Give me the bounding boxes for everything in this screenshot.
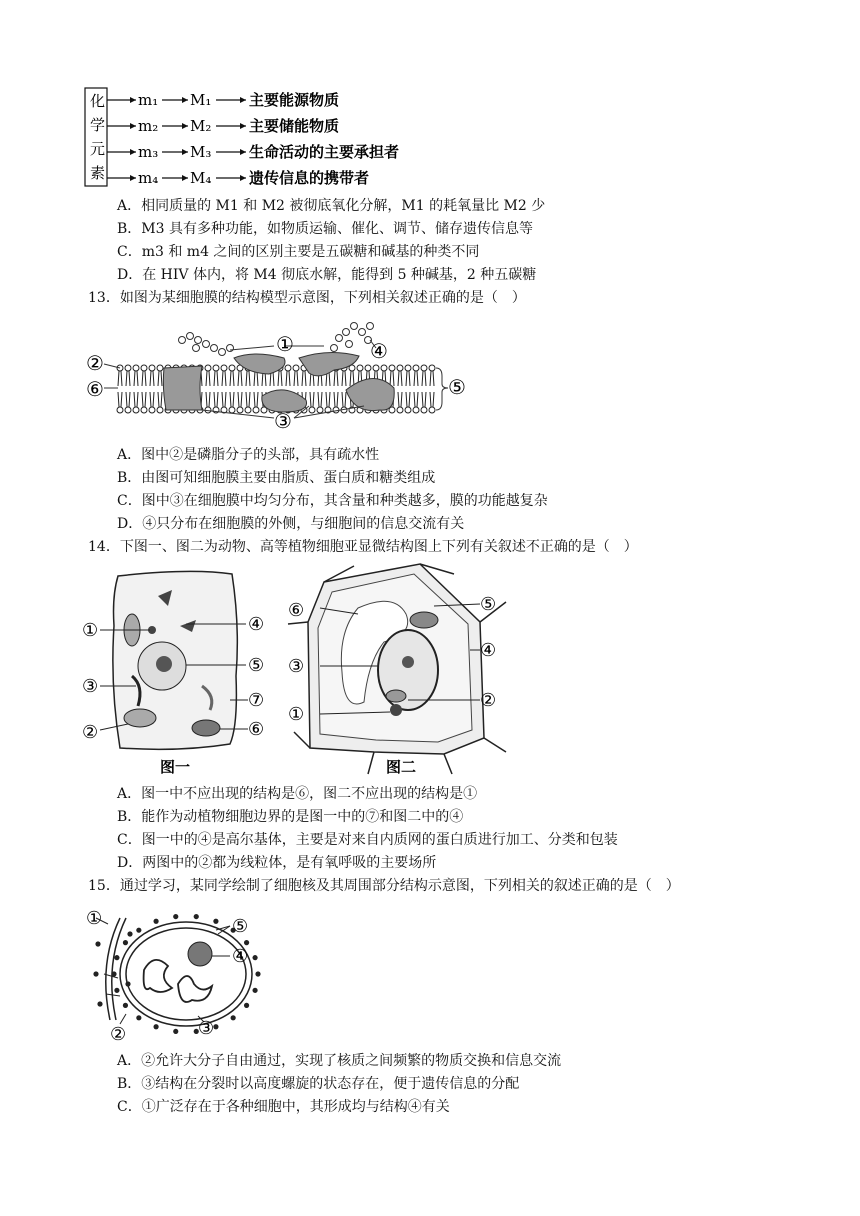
- phospholipid-head: [133, 407, 139, 413]
- element-char: 化: [90, 92, 106, 110]
- q12-option-a: A．相同质量的 M1 和 M2 被彻底氧化分解，M1 的耗氧量比 M2 少: [117, 198, 546, 214]
- phospholipid-head: [405, 365, 411, 371]
- svg-text:④: [232, 946, 248, 967]
- phospholipid-tail: [150, 392, 154, 407]
- phospholipid-head: [141, 365, 147, 371]
- phospholipid-tail: [430, 392, 434, 407]
- ribosome-dot: [153, 1024, 158, 1029]
- phospholipid-head: [293, 365, 299, 371]
- flow-arrow-head: [130, 175, 136, 181]
- nucleus-label-1: ①: [86, 908, 103, 929]
- svg-text:④: [480, 640, 496, 661]
- q15-option-a: A．②允许大分子自由通过，实现了核质之间频繁的物质交换和信息交流: [117, 1053, 562, 1069]
- fig1-label-2: ②: [82, 722, 99, 743]
- ribosome-dot: [213, 919, 218, 924]
- function-label: 主要储能物质: [249, 117, 340, 135]
- membrane-label-5: ⑤: [448, 375, 466, 399]
- svg-text:⑤: [480, 594, 496, 615]
- ribosome-dot: [244, 940, 249, 945]
- polymer-label: M₂: [190, 117, 212, 135]
- polymer-label: M₄: [190, 169, 212, 187]
- ribosome-dot: [255, 971, 260, 976]
- phospholipid-tail: [214, 392, 218, 407]
- svg-text:②: [86, 351, 104, 375]
- phospholipid-head: [397, 365, 403, 371]
- phospholipid-head: [237, 407, 243, 413]
- fig1-label-1: ①: [82, 620, 99, 641]
- ribosome-dot: [153, 919, 158, 924]
- q15-option-c: C．①广泛存在于各种细胞中，其形成均与结构④有关: [117, 1099, 450, 1115]
- phospholipid-head: [229, 365, 235, 371]
- phospholipid-head: [429, 407, 435, 413]
- flow-arrow-head: [240, 149, 246, 155]
- monomer-label: m₃: [138, 143, 159, 161]
- q13-stem: 13．如图为某细胞膜的结构模型示意图，下列相关叙述正确的是（ ）: [88, 290, 526, 306]
- phospholipid-tail: [126, 371, 130, 386]
- phospholipid-tail: [222, 392, 226, 407]
- phospholipid-head: [317, 407, 323, 413]
- phospholipid-head: [157, 407, 163, 413]
- nucleus-label-2: ②: [110, 1024, 127, 1045]
- monomer-label: m₁: [138, 91, 159, 109]
- fig2-label-1: ①: [288, 704, 305, 725]
- flow-arrow-head: [182, 175, 188, 181]
- fig1-label-5: ⑤: [248, 655, 265, 676]
- phospholipid-head: [205, 365, 211, 371]
- ribosome-dot: [244, 1003, 249, 1008]
- membrane-label-3: ③: [274, 409, 292, 433]
- svg-text:⑦: [248, 690, 264, 711]
- flow-arrow-head: [130, 149, 136, 155]
- animal-cell-diagram: [80, 566, 280, 778]
- phospholipid-tail: [422, 392, 426, 407]
- phospholipid-head: [125, 365, 131, 371]
- q14-option-a: A．图一中不应出现的结构是⑥，图二不应出现的结构是①: [117, 786, 478, 802]
- nucleus-label-3: ③: [198, 1018, 215, 1039]
- fig2-label-3: ③: [288, 656, 305, 677]
- phospholipid-tail: [238, 392, 242, 407]
- phospholipid-tail: [158, 392, 162, 407]
- svg-text:④: [370, 339, 388, 363]
- ribosome-dot: [114, 955, 119, 960]
- svg-text:③: [288, 656, 304, 677]
- q15-option-b: B．③结构在分裂时以高度螺旋的状态存在，便于遗传信息的分配: [117, 1076, 520, 1092]
- phospholipid-tail: [422, 371, 426, 386]
- phospholipid-head: [221, 365, 227, 371]
- q14-stem: 14．下图一、图二为动物、高等植物细胞亚显微结构图上下列有关叙述不正确的是（ ）: [88, 539, 638, 555]
- phospholipid-head: [429, 365, 435, 371]
- phospholipid-tail: [150, 371, 154, 386]
- ribosome-dot: [114, 988, 119, 993]
- phospholipid-head: [117, 407, 123, 413]
- ribosome-dot: [125, 981, 130, 986]
- phospholipid-tail: [318, 392, 322, 407]
- phospholipid-head: [149, 365, 155, 371]
- svg-text:⑥: [288, 600, 304, 621]
- q12-option-b: B．M3 具有多种功能，如物质运输、催化、调节、储存遗传信息等: [117, 221, 533, 237]
- ribosome-dot: [252, 988, 257, 993]
- membrane-label-4: ④: [370, 339, 388, 363]
- phospholipid-tail: [118, 371, 122, 386]
- phospholipid-head: [253, 407, 259, 413]
- phospholipid-head: [413, 407, 419, 413]
- svg-text:②: [82, 722, 98, 743]
- plant-cell-diagram: [284, 562, 514, 778]
- flow-arrow-head: [182, 123, 188, 129]
- ribosome-dot: [194, 914, 199, 919]
- flow-arrow-head: [240, 175, 246, 181]
- svg-text:图一: [160, 758, 190, 776]
- nucleus-label-5: ⑤: [232, 916, 249, 937]
- flow-arrow-head: [240, 123, 246, 129]
- ribosome-dot: [173, 1029, 178, 1034]
- phospholipid-tail: [342, 371, 346, 386]
- membrane-label-1: ①: [276, 332, 294, 356]
- element-char: 素: [90, 164, 106, 182]
- phospholipid-tail: [134, 371, 138, 386]
- fig2-caption: 图二: [386, 758, 417, 776]
- monomer-label: m₂: [138, 117, 159, 135]
- q14-option-b: B．能作为动植物细胞边界的是图一中的⑦和图二中的④: [117, 809, 464, 825]
- polymer-label: M₃: [190, 143, 212, 161]
- phospholipid-tail: [294, 371, 298, 386]
- function-label: 生命活动的主要承担者: [249, 143, 400, 161]
- svg-text:①: [86, 908, 102, 929]
- phospholipid-tail: [230, 392, 234, 407]
- phospholipid-tail: [134, 392, 138, 407]
- ribosome-dot: [97, 1001, 102, 1006]
- phospholipid-tail: [398, 371, 402, 386]
- ribosome-dot: [111, 971, 116, 976]
- phospholipid-tail: [430, 371, 434, 386]
- phospholipid-tail: [326, 392, 330, 407]
- fig2-label-6: ⑥: [288, 600, 305, 621]
- svg-text:素: [90, 164, 105, 182]
- ribosome-dot: [93, 971, 98, 976]
- phospholipid-tail: [310, 392, 314, 407]
- phospholipid-head: [413, 365, 419, 371]
- svg-text:⑤: [248, 655, 264, 676]
- phospholipid-tail: [278, 371, 282, 386]
- phospholipid-head: [365, 365, 371, 371]
- function-label: 遗传信息的携带者: [249, 169, 370, 187]
- phospholipid-tail: [158, 371, 162, 386]
- svg-text:②: [110, 1024, 126, 1045]
- ribosome-dot: [95, 941, 100, 946]
- svg-text:④: [248, 614, 264, 635]
- phospholipid-tail: [342, 392, 346, 407]
- ribosome-dot: [231, 1015, 236, 1020]
- phospholipid-tail: [230, 371, 234, 386]
- svg-text:①: [82, 620, 98, 641]
- svg-text:⑥: [86, 377, 104, 401]
- phospholipid-tail: [254, 371, 258, 386]
- q14-option-d: D．两图中的②都为线粒体，是有氧呼吸的主要场所: [117, 855, 437, 871]
- phospholipid-head: [125, 407, 131, 413]
- fig2-label-5: ⑤: [480, 594, 497, 615]
- phospholipid-tail: [206, 371, 210, 386]
- ribosome-dot: [136, 928, 141, 933]
- svg-text:化: [90, 92, 105, 110]
- function-label: 主要能源物质: [249, 91, 340, 109]
- svg-text:③: [82, 676, 98, 697]
- phospholipid-tail: [406, 371, 410, 386]
- phospholipid-head: [397, 407, 403, 413]
- phospholipid-head: [389, 365, 395, 371]
- ribosome-dot: [123, 1003, 128, 1008]
- svg-text:图二: [386, 758, 416, 776]
- phospholipid-tail: [406, 392, 410, 407]
- q12-option-c: C．m3 和 m4 之间的区别主要是五碳糖和碱基的种类不同: [117, 244, 480, 260]
- phospholipid-tail: [254, 392, 258, 407]
- phospholipid-tail: [414, 392, 418, 407]
- fig1-label-6: ⑥: [248, 719, 265, 740]
- phospholipid-head: [133, 365, 139, 371]
- svg-text:③: [198, 1018, 214, 1039]
- phospholipid-head: [141, 407, 147, 413]
- phospholipid-head: [229, 407, 235, 413]
- svg-text:①: [276, 332, 294, 356]
- fig2-label-4: ④: [480, 640, 497, 661]
- svg-text:③: [274, 409, 292, 433]
- ribosome-dot: [127, 931, 132, 936]
- svg-text:⑤: [448, 375, 466, 399]
- phospholipid-head: [245, 407, 251, 413]
- svg-text:②: [480, 690, 496, 711]
- svg-text:①: [288, 704, 304, 725]
- phospholipid-tail: [142, 371, 146, 386]
- q13-option-d: D．④只分布在细胞膜的外侧，与细胞间的信息交流有关: [117, 516, 465, 532]
- phospholipid-tail: [246, 371, 250, 386]
- q13-option-a: A．图中②是磷脂分子的头部，具有疏水性: [117, 447, 380, 463]
- flow-arrow-head: [182, 149, 188, 155]
- phospholipid-head: [157, 365, 163, 371]
- nucleus-diagram: [84, 904, 274, 1044]
- flow-arrow-head: [130, 123, 136, 129]
- fig1-caption: 图一: [160, 758, 191, 776]
- element-char: 学: [90, 116, 106, 134]
- phospholipid-tail: [214, 371, 218, 386]
- phospholipid-tail: [222, 371, 226, 386]
- phospholipid-head: [285, 365, 291, 371]
- ribosome-dot: [252, 955, 257, 960]
- phospholipid-head: [405, 407, 411, 413]
- nucleus-label-4: ④: [232, 946, 249, 967]
- svg-text:元: [90, 140, 105, 158]
- phospholipid-head: [421, 407, 427, 413]
- flow-arrow-head: [130, 97, 136, 103]
- phospholipid-tail: [238, 371, 242, 386]
- membrane-label-6: ⑥: [86, 377, 104, 401]
- cell-membrane-diagram: [84, 318, 474, 438]
- flow-arrow-head: [182, 97, 188, 103]
- phospholipid-head: [309, 407, 315, 413]
- fig1-label-3: ③: [82, 676, 99, 697]
- element-flow-diagram: [84, 86, 424, 190]
- phospholipid-head: [373, 365, 379, 371]
- phospholipid-tail: [302, 371, 306, 386]
- phospholipid-tail: [246, 392, 250, 407]
- ribosome-dot: [136, 1015, 141, 1020]
- phospholipid-tail: [206, 392, 210, 407]
- q12-option-d: D．在 HIV 体内，将 M4 彻底水解，能得到 5 种碱基，2 种五碳糖: [117, 267, 537, 283]
- phospholipid-tail: [142, 392, 146, 407]
- q13-option-b: B．由图可知细胞膜主要由脂质、蛋白质和糖类组成: [117, 470, 436, 486]
- polymer-label: M₁: [190, 91, 212, 109]
- fig1-label-7: ⑦: [248, 690, 265, 711]
- phospholipid-head: [421, 365, 427, 371]
- element-char: 元: [90, 140, 106, 158]
- phospholipid-tail: [350, 371, 354, 386]
- phospholipid-tail: [390, 371, 394, 386]
- svg-text:⑤: [232, 916, 248, 937]
- phospholipid-head: [213, 365, 219, 371]
- phospholipid-tail: [286, 371, 290, 386]
- svg-text:⑥: [248, 719, 264, 740]
- fig1-label-4: ④: [248, 614, 265, 635]
- phospholipid-tail: [334, 371, 338, 386]
- q14-option-c: C．图一中的④是高尔基体，主要是对来自内质网的蛋白质进行加工、分类和包装: [117, 832, 618, 848]
- svg-text:学: [90, 116, 105, 134]
- fig2-label-2: ②: [480, 690, 497, 711]
- phospholipid-tail: [126, 392, 130, 407]
- phospholipid-head: [357, 365, 363, 371]
- ribosome-dot: [173, 914, 178, 919]
- ribosome-dot: [123, 940, 128, 945]
- phospholipid-head: [149, 407, 155, 413]
- flow-arrow-head: [240, 97, 246, 103]
- phospholipid-tail: [414, 371, 418, 386]
- monomer-label: m₄: [138, 169, 159, 187]
- q13-option-c: C．图中③在细胞膜中均匀分布，其含量和种类越多，膜的功能越复杂: [117, 493, 548, 509]
- phospholipid-head: [381, 365, 387, 371]
- phospholipid-tail: [118, 392, 122, 407]
- phospholipid-tail: [334, 392, 338, 407]
- q15-stem: 15．通过学习，某同学绘制了细胞核及其周围部分结构示意图，下列相关的叙述正确的是（ ）: [88, 878, 680, 894]
- phospholipid-tail: [398, 392, 402, 407]
- membrane-label-2: ②: [86, 351, 104, 375]
